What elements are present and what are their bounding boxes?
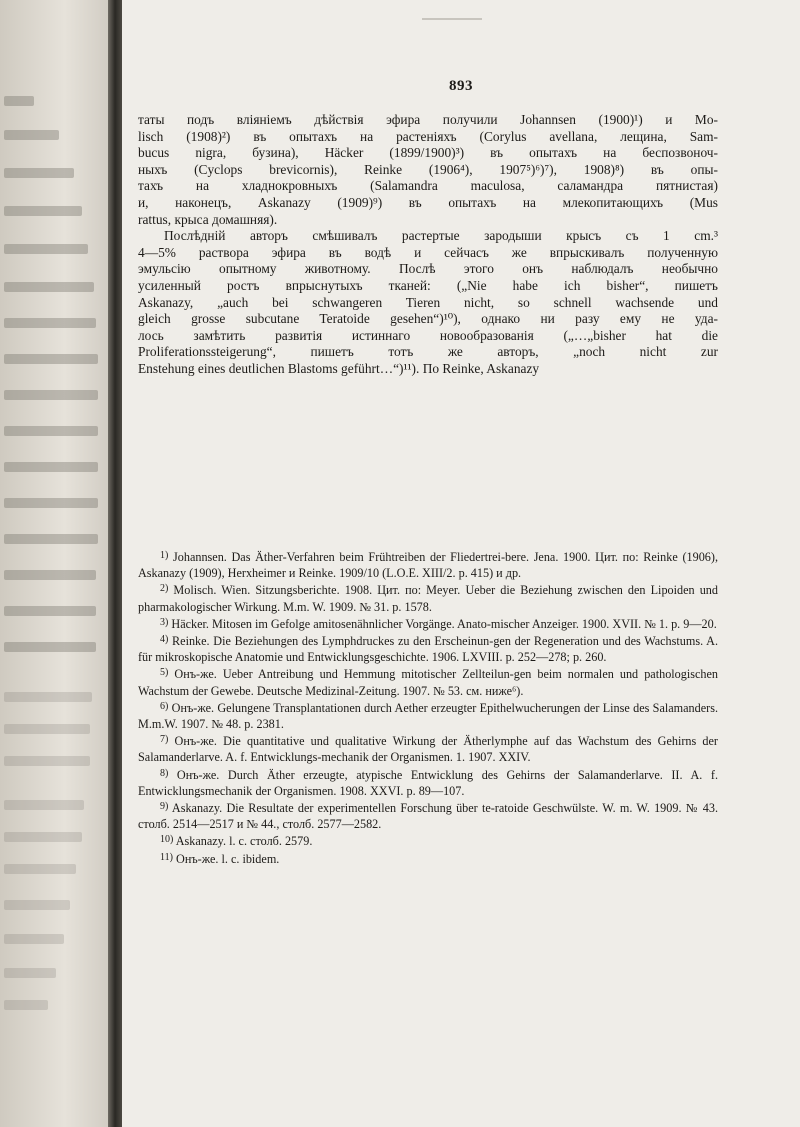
footnote <box>138 850 718 867</box>
footnote <box>138 665 718 698</box>
paragraph-2 <box>138 228 718 377</box>
text-line: gleich grosse subcutane Teratoide gesehen“)¹⁰), однако ни разу ему не уда- <box>138 311 718 327</box>
footnote <box>138 832 718 849</box>
footnote-text: Онъ-же. Durch Äther erzeugte, atypische Entwicklung des Gehirns der Salamanderlarve. II. A. f. Entwicklungsmechanik der Organismen. 1908. XXVI. p. 89—107. <box>138 767 718 798</box>
text-line: ныхъ (Cyclops brevicornis), Reinke (1906⁴), 1907⁵)⁶)⁷), 1908)⁸) въ опы- <box>138 161 718 177</box>
page-number: 893 <box>449 78 473 94</box>
text-line: Enstehung eines deutlichen Blastoms geführt…“)¹¹). По Reinke, Askanazy <box>138 360 540 376</box>
footnote-text: Онъ-же. Ueber Antreibung und Hemmung mitotischer Zellteilun-gen beim normalen und pathologischen Wachstum der Gewebe. Deutsche Medizinal-Zeitung. 1907. № 53. см. ниже⁶). <box>138 667 718 698</box>
text-line: rattus, крыса домашняя). <box>138 211 278 227</box>
paragraph-1 <box>138 112 718 228</box>
text-line: Askanazy, „auch bei schwangeren Tieren nicht, so schnell wachsende und <box>138 294 718 310</box>
text-line: 4—5% раствора эфира въ водѣ и сейчасъ же впрыскивалъ полученную <box>138 244 718 260</box>
footnote-text: Häcker. Mitosen im Gefolge amitosenähnlicher Vorgänge. Anato-mischer Anzeiger. 1900. XVII. № 1. p. 9—20. <box>168 616 717 631</box>
text-line: лось замѣтить развитія истиннаго новообразованія („…„bisher hat die <box>138 327 718 343</box>
footnote-text: Онъ-же. Die quantitative und qualitative Wirkung der Ätherlymphe auf das Wachstum des Gehirns der Salamanderlarve. A. f. Entwicklungs-mechanik der Organismen. 1. 1907. XXIV. <box>138 734 718 765</box>
text-line: lisch (1908)²) въ опытахъ на растеніяхъ (Corylus avellana, лещина, Sam- <box>138 128 718 144</box>
footnote-marker: 3) <box>160 616 169 628</box>
footnote-text: Reinke. Die Beziehungen des Lymphdruckes zu den Erscheinun-gen der Regeneration und des Wachstums. A. für mikroskopische Anatomie und Entwicklungsgeschichte. 1906. LXVIII. p. 252—278; p. 260. <box>138 634 718 665</box>
footnote <box>138 799 718 832</box>
text-line: эмульсію опытному животному. Послѣ этого онъ наблюдалъ необычно <box>138 261 718 277</box>
footnote <box>138 615 718 632</box>
footnote <box>138 548 718 581</box>
page-smudge <box>422 18 482 20</box>
text-line: усиленный ростъ впрыснутыхъ тканей: („Nie habe ich bisher“, пишетъ <box>138 277 718 293</box>
footnote-text: Askanazy. Die Resultate der experimentellen Forschung über te-ratoide Geschwülste. W. m. W. 1909. № 43. столб. 2514—2517 и № 44., столб. 2577—2582. <box>138 801 718 832</box>
footnote <box>138 732 718 765</box>
footnote-text: Johannsen. Das Äther-Verfahren beim Frühtreiben der Fliedertrei-bere. Jena. 1900. Цит. по: Reinke (1906), Askanazy (1909), Herxheimer и Reinke. 1909/10 (L.O.E. XIII/2. p. 415) и др. <box>138 550 718 581</box>
footnote-marker: 11) <box>160 851 173 863</box>
text-line: и, наконецъ, Askanazy (1909)⁹) въ опытахъ на млекопитающихъ (Mus <box>138 194 718 210</box>
footnote-marker: 9) <box>160 801 169 813</box>
footnote-text: Онъ-же. Gelungene Transplantationen durch Aether erzeugter Epithelwucherungen der Linse des Salamanders. M.m.W. 1907. № 48. p. 2381. <box>138 700 718 732</box>
text-line: Proliferationssteigerung“, пишетъ тотъ же авторъ, „noch nicht zur <box>138 344 718 360</box>
footnote-marker: 10) <box>160 834 174 846</box>
footnote <box>138 699 718 732</box>
footnote-marker: 5) <box>160 667 169 679</box>
footnote-text: Онъ-же. l. c. ibidem. <box>172 851 280 866</box>
facing-page-edge <box>0 0 108 1127</box>
footnote <box>138 766 718 799</box>
footnote-text: Molisch. Wien. Sitzungsberichte. 1908. Цит. по: Meyer. Ueber die Beziehung zwischen den Lipoiden und pharmakologischer Wirkung. M.m. W. 1909. № 31. p. 1578. <box>138 583 718 614</box>
footnote-marker: 2) <box>160 583 169 595</box>
footnote-marker: 1) <box>160 550 169 561</box>
body-text <box>138 112 718 378</box>
footnote-marker: 6) <box>160 700 169 712</box>
footnote <box>138 581 718 614</box>
text-line: Послѣдній авторъ смѣшивалъ растертые зародыши крысъ съ 1 cm.³ <box>164 228 718 244</box>
footnote <box>138 632 718 665</box>
footnote-text: Askanazy. l. c. столб. 2579. <box>173 834 313 849</box>
text-line: таты подъ вліяніемъ дѣйствія эфира получили Johannsen (1900)¹) и Mo- <box>138 112 718 127</box>
footnote-marker: 4) <box>160 634 169 646</box>
footnote-marker: 7) <box>160 734 169 746</box>
footnotes <box>138 548 718 867</box>
book-page <box>122 0 800 1127</box>
book-gutter <box>108 0 122 1127</box>
text-line: тахъ на хладнокровныхъ (Salamandra maculosa, саламандра пятнистая) <box>138 178 718 194</box>
footnote-marker: 8) <box>160 767 169 779</box>
text-line: bucus nigra, бузина), Häcker (1899/1900)³) въ опытахъ на беспозвоноч- <box>138 145 718 161</box>
